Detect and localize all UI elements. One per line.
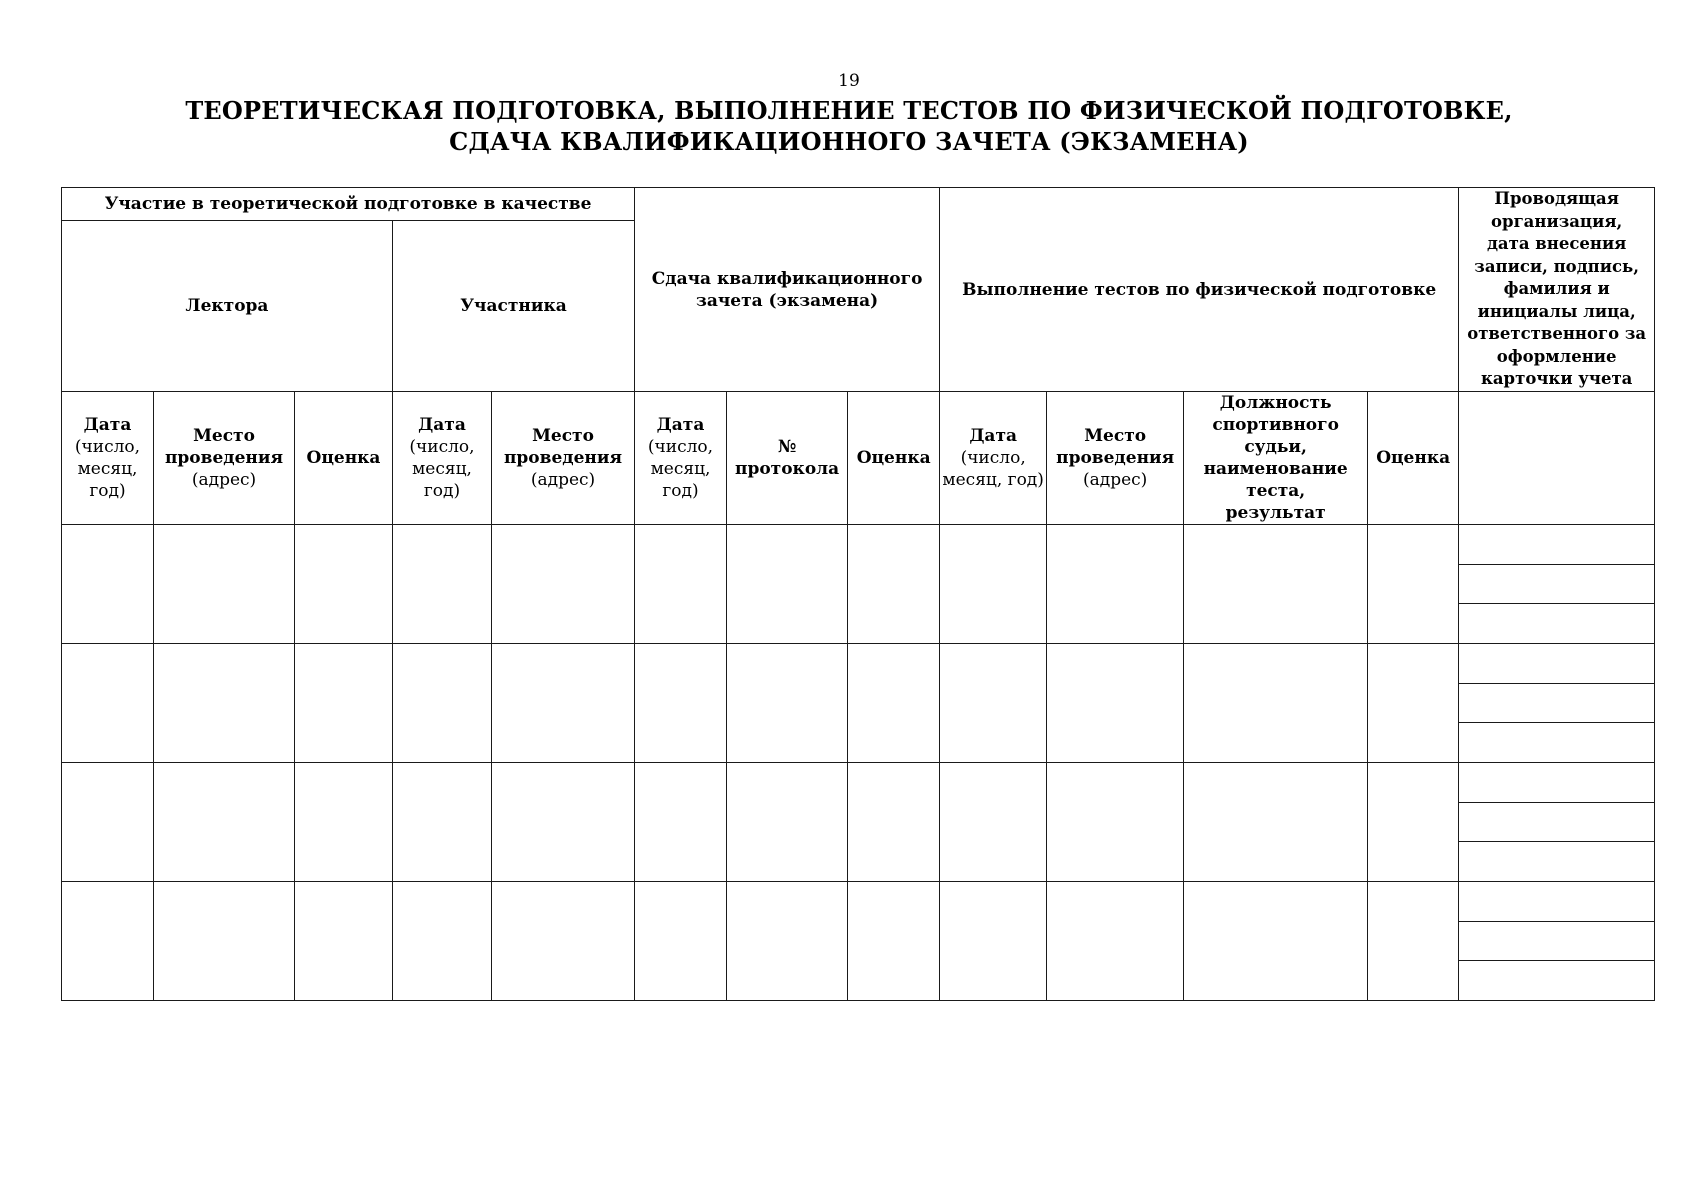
table-cell[interactable] <box>154 644 295 763</box>
table-cell[interactable] <box>635 882 727 1001</box>
col-organization-blank <box>1459 392 1655 525</box>
organization-subcell[interactable] <box>1459 684 1654 724</box>
col-tests-judge: Должность спортивного судьи, наименование теста, результат <box>1184 392 1368 525</box>
table-cell[interactable] <box>940 763 1047 882</box>
col-exam-protocol: № протокола <box>727 392 848 525</box>
table-cell[interactable] <box>295 763 393 882</box>
organization-cell <box>1459 763 1655 882</box>
table-cell[interactable] <box>393 882 492 1001</box>
table-row <box>62 525 1655 644</box>
header-organization: Проводящая организация, дата внесения записи, подпись, фамилия и инициалы лица, ответственного за оформление карточки учета <box>1459 188 1655 392</box>
table-cell[interactable] <box>1184 644 1368 763</box>
record-form-table <box>61 187 1655 1001</box>
header-participant: Участника <box>393 221 635 392</box>
table-cell[interactable] <box>1047 644 1184 763</box>
table-cell[interactable] <box>1184 763 1368 882</box>
table-cell[interactable] <box>1184 525 1368 644</box>
organization-subcell[interactable] <box>1459 604 1654 643</box>
table-cell[interactable] <box>1047 525 1184 644</box>
organization-subcell[interactable] <box>1459 803 1654 843</box>
organization-subcell[interactable] <box>1459 565 1654 605</box>
table-row <box>62 882 1655 1001</box>
table-row <box>62 644 1655 763</box>
table-cell[interactable] <box>940 882 1047 1001</box>
table-cell[interactable] <box>1047 882 1184 1001</box>
title-line-1: ТЕОРЕТИЧЕСКАЯ ПОДГОТОВКА, ВЫПОЛНЕНИЕ ТЕСТОВ ПО ФИЗИЧЕСКОЙ ПОДГОТОВКЕ, <box>185 96 1513 125</box>
table-cell[interactable] <box>727 525 848 644</box>
table-cell[interactable] <box>1368 763 1459 882</box>
table-cell[interactable] <box>940 525 1047 644</box>
table-cell[interactable] <box>635 763 727 882</box>
table-row <box>62 763 1655 882</box>
organization-subcell[interactable] <box>1459 723 1654 762</box>
table-cell[interactable] <box>848 644 940 763</box>
table-cell[interactable] <box>848 525 940 644</box>
table-cell[interactable] <box>940 644 1047 763</box>
table-cell[interactable] <box>848 882 940 1001</box>
table-cell[interactable] <box>154 525 295 644</box>
table-cell[interactable] <box>492 882 635 1001</box>
organization-subcell[interactable] <box>1459 525 1654 565</box>
organization-cell <box>1459 882 1655 1001</box>
table-cell[interactable] <box>62 644 154 763</box>
organization-subcell[interactable] <box>1459 922 1654 962</box>
header-exam-group: Сдача квалификационного зачета (экзамена) <box>635 188 940 392</box>
col-lecturer-grade: Оценка <box>295 392 393 525</box>
table-cell[interactable] <box>1368 882 1459 1001</box>
table-cell[interactable] <box>1368 525 1459 644</box>
organization-cell <box>1459 644 1655 763</box>
organization-subcell[interactable] <box>1459 763 1654 803</box>
table-cell[interactable] <box>1184 882 1368 1001</box>
header-tests-group: Выполнение тестов по физической подготовке <box>940 188 1459 392</box>
table-cell[interactable] <box>295 882 393 1001</box>
table-cell[interactable] <box>492 525 635 644</box>
title-line-2: СДАЧА КВАЛИФИКАЦИОННОГО ЗАЧЕТА (ЭКЗАМЕНА) <box>449 127 1249 156</box>
table-cell[interactable] <box>295 644 393 763</box>
table-cell[interactable] <box>848 763 940 882</box>
header-lecturer: Лектора <box>62 221 393 392</box>
document-title <box>0 95 1698 157</box>
col-participant-place: Место проведения (адрес) <box>492 392 635 525</box>
table-cell[interactable] <box>1047 763 1184 882</box>
col-lecturer-place: Место проведения (адрес) <box>154 392 295 525</box>
header-theory-group: Участие в теоретической подготовке в качестве <box>62 188 635 221</box>
table-cell[interactable] <box>1368 644 1459 763</box>
col-lecturer-date: Дата (число, месяц, год) <box>62 392 154 525</box>
organization-subcell[interactable] <box>1459 644 1654 684</box>
table-cell[interactable] <box>393 644 492 763</box>
table-cell[interactable] <box>635 644 727 763</box>
table-cell[interactable] <box>393 525 492 644</box>
organization-subcell[interactable] <box>1459 842 1654 881</box>
col-tests-place: Место проведения (адрес) <box>1047 392 1184 525</box>
col-tests-date: Дата (число, месяц, год) <box>940 392 1047 525</box>
table-cell[interactable] <box>727 882 848 1001</box>
table-cell[interactable] <box>492 763 635 882</box>
organization-cell <box>1459 525 1655 644</box>
organization-subcell[interactable] <box>1459 961 1654 1000</box>
table-cell[interactable] <box>393 763 492 882</box>
table-cell[interactable] <box>62 763 154 882</box>
table-cell[interactable] <box>492 644 635 763</box>
col-participant-date: Дата (число, месяц, год) <box>393 392 492 525</box>
table-cell[interactable] <box>635 525 727 644</box>
table-cell[interactable] <box>154 763 295 882</box>
col-exam-grade: Оценка <box>848 392 940 525</box>
table-cell[interactable] <box>62 525 154 644</box>
table-cell[interactable] <box>154 882 295 1001</box>
col-tests-grade: Оценка <box>1368 392 1459 525</box>
table-cell[interactable] <box>727 644 848 763</box>
page-number: 19 <box>838 71 860 91</box>
organization-subcell[interactable] <box>1459 882 1654 922</box>
col-exam-date: Дата (число, месяц, год) <box>635 392 727 525</box>
table-cell[interactable] <box>62 882 154 1001</box>
table-cell[interactable] <box>727 763 848 882</box>
table-cell[interactable] <box>295 525 393 644</box>
